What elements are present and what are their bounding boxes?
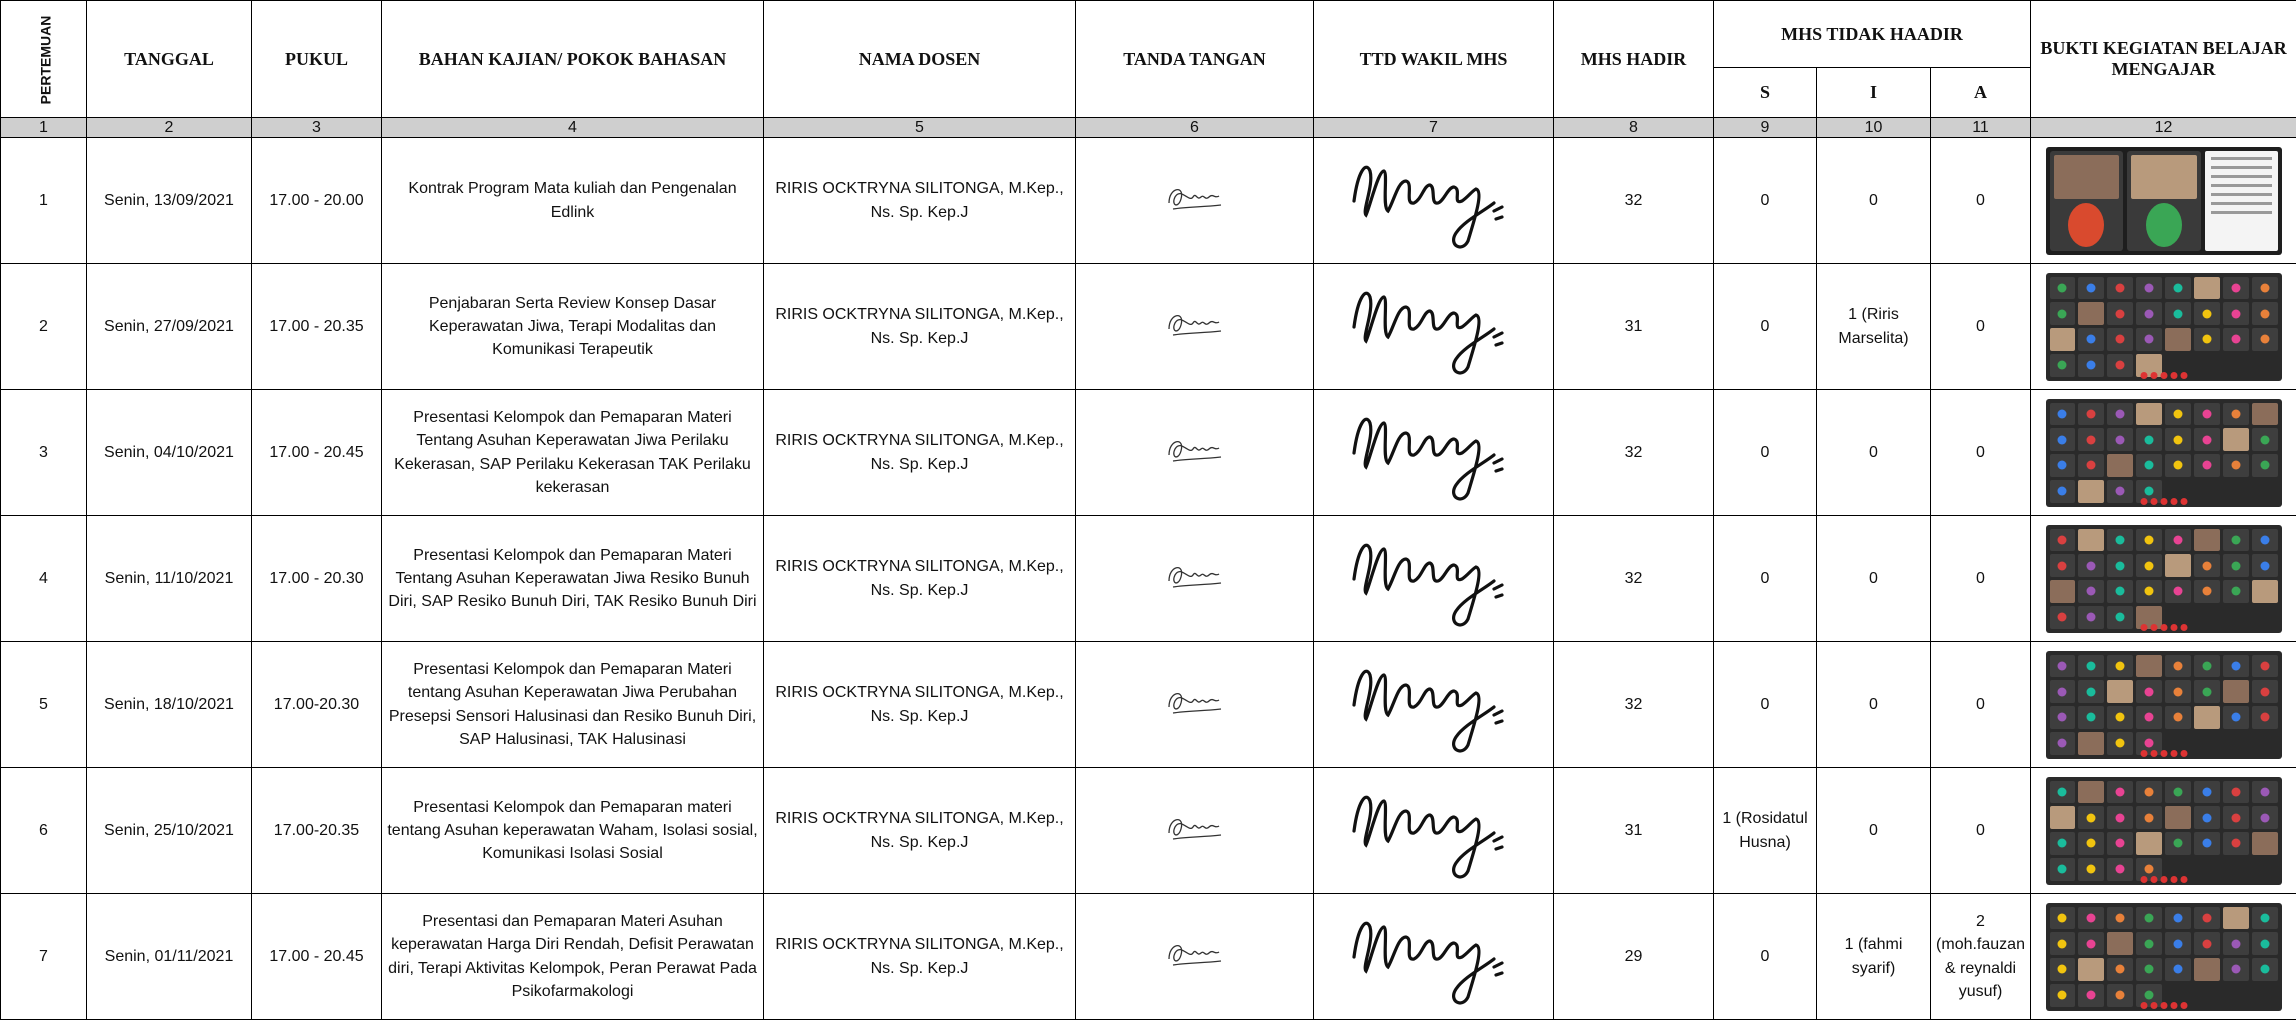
video-call-thumbnail <box>2046 273 2282 381</box>
table-row <box>1 768 2296 894</box>
table-row <box>1 138 2296 264</box>
cell-dosen: RIRIS OCKTRYNA SILITONGA, M.Kep., Ns. Sp. Kep.J <box>764 642 1076 768</box>
cell-s: 0 <box>1714 138 1817 264</box>
cell-bahan: Kontrak Program Mata kuliah dan Pengenalan Edlink <box>382 138 764 264</box>
column-number: 3 <box>252 118 382 138</box>
cell-no: 7 <box>1 894 87 1020</box>
cell-no: 4 <box>1 516 87 642</box>
header-mhs-hadir: MHS HADIR <box>1554 1 1714 118</box>
student-rep-signature <box>1314 768 1554 894</box>
student-rep-signature <box>1314 264 1554 390</box>
meeting-screenshot <box>2031 642 2296 768</box>
cell-hadir: 32 <box>1554 138 1714 264</box>
signature-large-icon <box>1344 519 1524 631</box>
column-number: 4 <box>382 118 764 138</box>
cell-bahan: Presentasi Kelompok dan Pemaparan Materi Tentang Asuhan Keperawatan Jiwa Perilaku Kekerasan, SAP Perilaku Kekerasan TAK Perilaku kekerasan <box>382 390 764 516</box>
cell-pukul: 17.00 - 20.00 <box>252 138 382 264</box>
cell-bahan: Presentasi Kelompok dan Pemaparan Materi Tentang Asuhan Keperawatan Jiwa Resiko Bunuh Diri, SAP Resiko Bunuh Diri, TAK Resiko Bunuh Diri <box>382 516 764 642</box>
lecturer-signature <box>1076 642 1314 768</box>
cell-s: 0 <box>1714 390 1817 516</box>
header-s: S <box>1714 68 1817 118</box>
meeting-screenshot <box>2031 768 2296 894</box>
cell-bahan: Presentasi Kelompok dan Pemaparan Materi tentang Asuhan Keperawatan Jiwa Perubahan Presepsi Sensori Halusinasi dan Resiko Bunuh Diri, SAP Halusinasi, TAK Halusinasi <box>382 642 764 768</box>
cell-a: 0 <box>1931 516 2031 642</box>
lecturer-signature <box>1076 264 1314 390</box>
cell-dosen: RIRIS OCKTRYNA SILITONGA, M.Kep., Ns. Sp. Kep.J <box>764 516 1076 642</box>
cell-i: 1 (Riris Marselita) <box>1817 264 1931 390</box>
header-tanggal: TANGGAL <box>87 1 252 118</box>
cell-i: 0 <box>1817 516 1931 642</box>
cell-s: 0 <box>1714 264 1817 390</box>
cell-hadir: 32 <box>1554 516 1714 642</box>
cell-bahan: Penjabaran Serta Review Konsep Dasar Keperawatan Jiwa, Terapi Modalitas dan Komunikasi Terapeutik <box>382 264 764 390</box>
cell-tanggal: Senin, 13/09/2021 <box>87 138 252 264</box>
signature-large-icon <box>1344 897 1524 1009</box>
table-row <box>1 642 2296 768</box>
cell-no: 6 <box>1 768 87 894</box>
column-number: 5 <box>764 118 1076 138</box>
cell-pukul: 17.00-20.35 <box>252 768 382 894</box>
header-a: A <box>1931 68 2031 118</box>
video-call-thumbnail <box>2046 777 2282 885</box>
signature-small-icon <box>1163 681 1227 721</box>
cell-no: 2 <box>1 264 87 390</box>
header-mhs-tidak-hadir: MHS TIDAK HAADIR <box>1714 1 2031 68</box>
cell-tanggal: Senin, 27/09/2021 <box>87 264 252 390</box>
lecturer-signature <box>1076 516 1314 642</box>
student-rep-signature <box>1314 516 1554 642</box>
cell-dosen: RIRIS OCKTRYNA SILITONGA, M.Kep., Ns. Sp. Kep.J <box>764 264 1076 390</box>
cell-pukul: 17.00 - 20.35 <box>252 264 382 390</box>
column-number: 7 <box>1314 118 1554 138</box>
lecturer-signature <box>1076 138 1314 264</box>
header-i: I <box>1817 68 1931 118</box>
column-number: 12 <box>2031 118 2296 138</box>
video-call-thumbnail <box>2046 147 2282 255</box>
cell-dosen: RIRIS OCKTRYNA SILITONGA, M.Kep., Ns. Sp. Kep.J <box>764 138 1076 264</box>
header-ttd-wakil: TTD WAKIL MHS <box>1314 1 1554 118</box>
column-number: 1 <box>1 118 87 138</box>
cell-bahan: Presentasi Kelompok dan Pemaparan materi tentang Asuhan keperawatan Waham, Isolasi sosial, Komunikasi Isolasi Sosial <box>382 768 764 894</box>
signature-small-icon <box>1163 807 1227 847</box>
cell-i: 0 <box>1817 768 1931 894</box>
cell-tanggal: Senin, 18/10/2021 <box>87 642 252 768</box>
video-call-thumbnail <box>2046 399 2282 507</box>
meeting-screenshot <box>2031 894 2296 1020</box>
column-number: 8 <box>1554 118 1714 138</box>
cell-a: 0 <box>1931 642 2031 768</box>
signature-small-icon <box>1163 177 1227 217</box>
signature-small-icon <box>1163 933 1227 973</box>
video-call-thumbnail <box>2046 903 2282 1011</box>
lecturer-signature <box>1076 768 1314 894</box>
cell-pukul: 17.00 - 20.45 <box>252 390 382 516</box>
signature-large-icon <box>1344 393 1524 505</box>
cell-pukul: 17.00 - 20.30 <box>252 516 382 642</box>
cell-i: 1 (fahmi syarif) <box>1817 894 1931 1020</box>
cell-no: 5 <box>1 642 87 768</box>
cell-pukul: 17.00 - 20.45 <box>252 894 382 1020</box>
column-number: 9 <box>1714 118 1817 138</box>
header-pukul: PUKUL <box>252 1 382 118</box>
signature-small-icon <box>1163 303 1227 343</box>
column-number: 11 <box>1931 118 2031 138</box>
student-rep-signature <box>1314 138 1554 264</box>
student-rep-signature <box>1314 894 1554 1020</box>
cell-s: 0 <box>1714 642 1817 768</box>
header-pertemuan: PERTEMUAN <box>1 1 87 118</box>
cell-a: 0 <box>1931 390 2031 516</box>
header-bahan: BAHAN KAJIAN/ POKOK BAHASAN <box>382 1 764 118</box>
cell-dosen: RIRIS OCKTRYNA SILITONGA, M.Kep., Ns. Sp. Kep.J <box>764 390 1076 516</box>
column-number: 10 <box>1817 118 1931 138</box>
column-number-row <box>1 118 2296 138</box>
cell-a: 2 (moh.fauzan & reynaldi yusuf) <box>1931 894 2031 1020</box>
header-tanda-tangan: TANDA TANGAN <box>1076 1 1314 118</box>
cell-hadir: 32 <box>1554 390 1714 516</box>
cell-i: 0 <box>1817 390 1931 516</box>
column-number: 2 <box>87 118 252 138</box>
cell-tanggal: Senin, 01/11/2021 <box>87 894 252 1020</box>
column-number: 6 <box>1076 118 1314 138</box>
student-rep-signature <box>1314 390 1554 516</box>
meeting-screenshot <box>2031 516 2296 642</box>
header-nama-dosen: NAMA DOSEN <box>764 1 1076 118</box>
cell-bahan: Presentasi dan Pemaparan Materi Asuhan keperawatan Harga Diri Rendah, Defisit Perawatan diri, Terapi Aktivitas Kelompok, Peran Perawat Pada Psikofarmakologi <box>382 894 764 1020</box>
cell-tanggal: Senin, 25/10/2021 <box>87 768 252 894</box>
cell-s: 0 <box>1714 516 1817 642</box>
lecturer-signature <box>1076 390 1314 516</box>
cell-no: 1 <box>1 138 87 264</box>
lecturer-signature <box>1076 894 1314 1020</box>
table-row <box>1 264 2296 390</box>
signature-large-icon <box>1344 771 1524 883</box>
cell-a: 0 <box>1931 138 2031 264</box>
meeting-screenshot <box>2031 264 2296 390</box>
signature-large-icon <box>1344 267 1524 379</box>
cell-dosen: RIRIS OCKTRYNA SILITONGA, M.Kep., Ns. Sp. Kep.J <box>764 894 1076 1020</box>
table-row <box>1 894 2296 1020</box>
video-call-thumbnail <box>2046 525 2282 633</box>
cell-s: 0 <box>1714 894 1817 1020</box>
cell-a: 0 <box>1931 264 2031 390</box>
meeting-screenshot <box>2031 390 2296 516</box>
signature-small-icon <box>1163 555 1227 595</box>
video-call-thumbnail <box>2046 651 2282 759</box>
cell-tanggal: Senin, 04/10/2021 <box>87 390 252 516</box>
signature-large-icon <box>1344 141 1524 253</box>
cell-i: 0 <box>1817 642 1931 768</box>
cell-hadir: 31 <box>1554 768 1714 894</box>
cell-hadir: 29 <box>1554 894 1714 1020</box>
signature-large-icon <box>1344 645 1524 757</box>
signature-small-icon <box>1163 429 1227 469</box>
cell-dosen: RIRIS OCKTRYNA SILITONGA, M.Kep., Ns. Sp. Kep.J <box>764 768 1076 894</box>
cell-no: 3 <box>1 390 87 516</box>
cell-i: 0 <box>1817 138 1931 264</box>
cell-hadir: 32 <box>1554 642 1714 768</box>
table-row <box>1 516 2296 642</box>
cell-tanggal: Senin, 11/10/2021 <box>87 516 252 642</box>
table-row <box>1 390 2296 516</box>
cell-a: 0 <box>1931 768 2031 894</box>
cell-pukul: 17.00-20.30 <box>252 642 382 768</box>
header-bukti: BUKTI KEGIATAN BELAJAR MENGAJAR <box>2031 1 2296 118</box>
cell-hadir: 31 <box>1554 264 1714 390</box>
cell-s: 1 (Rosidatul Husna) <box>1714 768 1817 894</box>
meeting-screenshot <box>2031 138 2296 264</box>
student-rep-signature <box>1314 642 1554 768</box>
